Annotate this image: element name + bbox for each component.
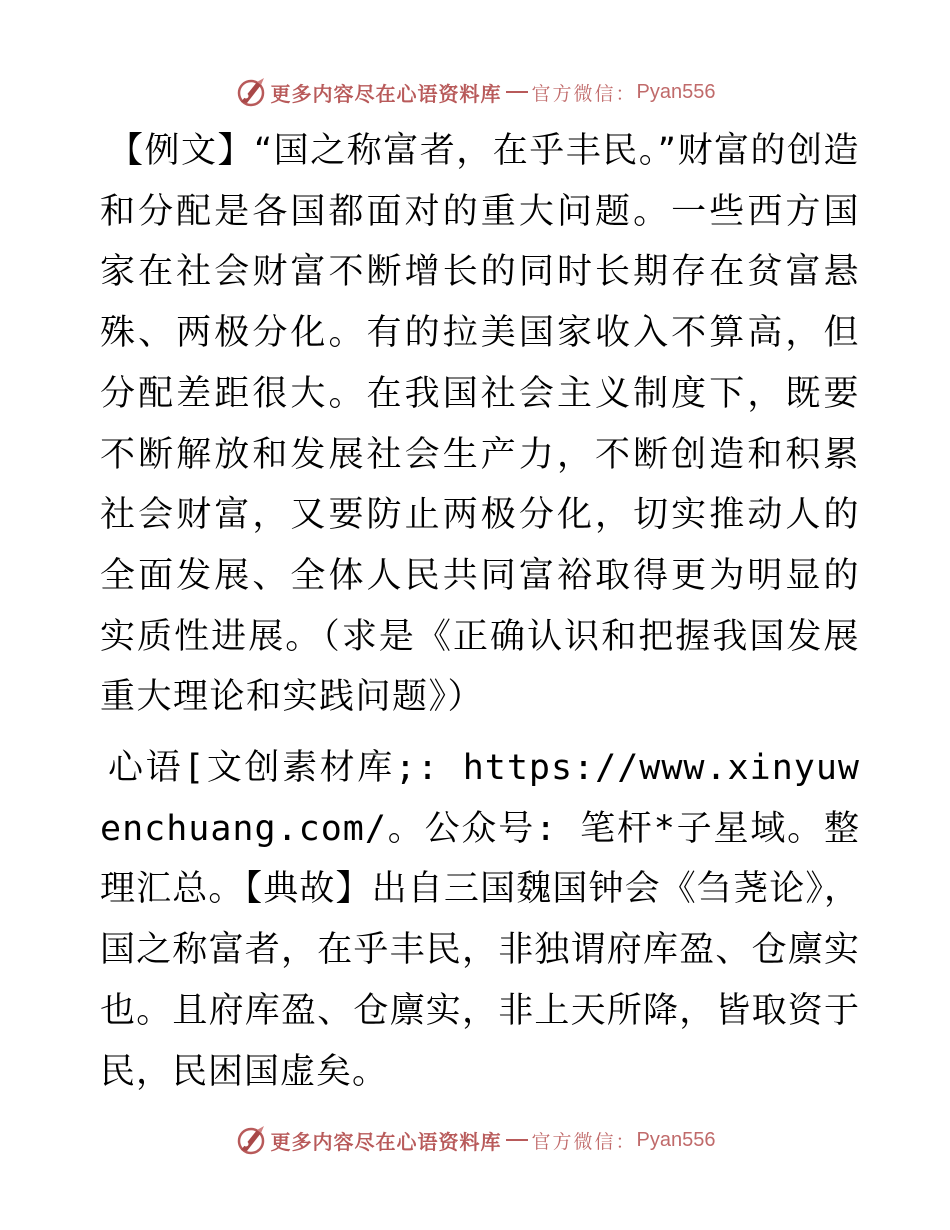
footer-wechat-id: Pyan556: [636, 1128, 716, 1151]
footer-banner: [0, 1120, 950, 1160]
quill-pen-logo-icon: [235, 1124, 267, 1156]
paragraph-source-allusion: 心语[文创素材库;: https://www.xinyuwenchuang.com/。公众号: 笔杆*子星域。整理汇总。【典故】出自三国魏国钟会《刍荛论》，国之称富者，在乎丰民，非独谓府库盈、仓廪实也。且府库盈、仓廪实，非上天所降，皆取资于民，民困国虚矣。: [100, 748, 860, 1092]
header-banner: [0, 72, 950, 112]
paragraph-example-text: 【例文】“国之称富者，在乎丰民。”财富的创造和分配是各国都面对的重大问题。一些西方国家在社会财富不断增长的同时长期存在贫富悬殊、两极分化。有的拉美国家收入不算高，但分配差距很大。在我国社会主义制度下，既要不断解放和发展社会生产力，不断创造和积累社会财富，又要防止两极分化，切实推动人的全面发展、全体人民共同富裕取得更为明显的实质性进展。（求是《正确认识和把握我国发展重大理论和实践问题》）: [100, 131, 860, 718]
header-wechat-id: Pyan556: [636, 80, 716, 103]
footer-brand-text: 更多内容尽在心语资料库: [270, 1129, 502, 1154]
footer-wechat-label: 官方微信：: [531, 1130, 637, 1153]
header-brand-text: 更多内容尽在心语资料库: [270, 81, 502, 106]
quill-pen-logo-icon: [235, 76, 267, 108]
document-body: [100, 121, 860, 1102]
header-wechat-label: 官方微信：: [531, 82, 637, 105]
footer-dash-divider: [506, 1139, 528, 1141]
header-dash-divider: [506, 91, 528, 93]
